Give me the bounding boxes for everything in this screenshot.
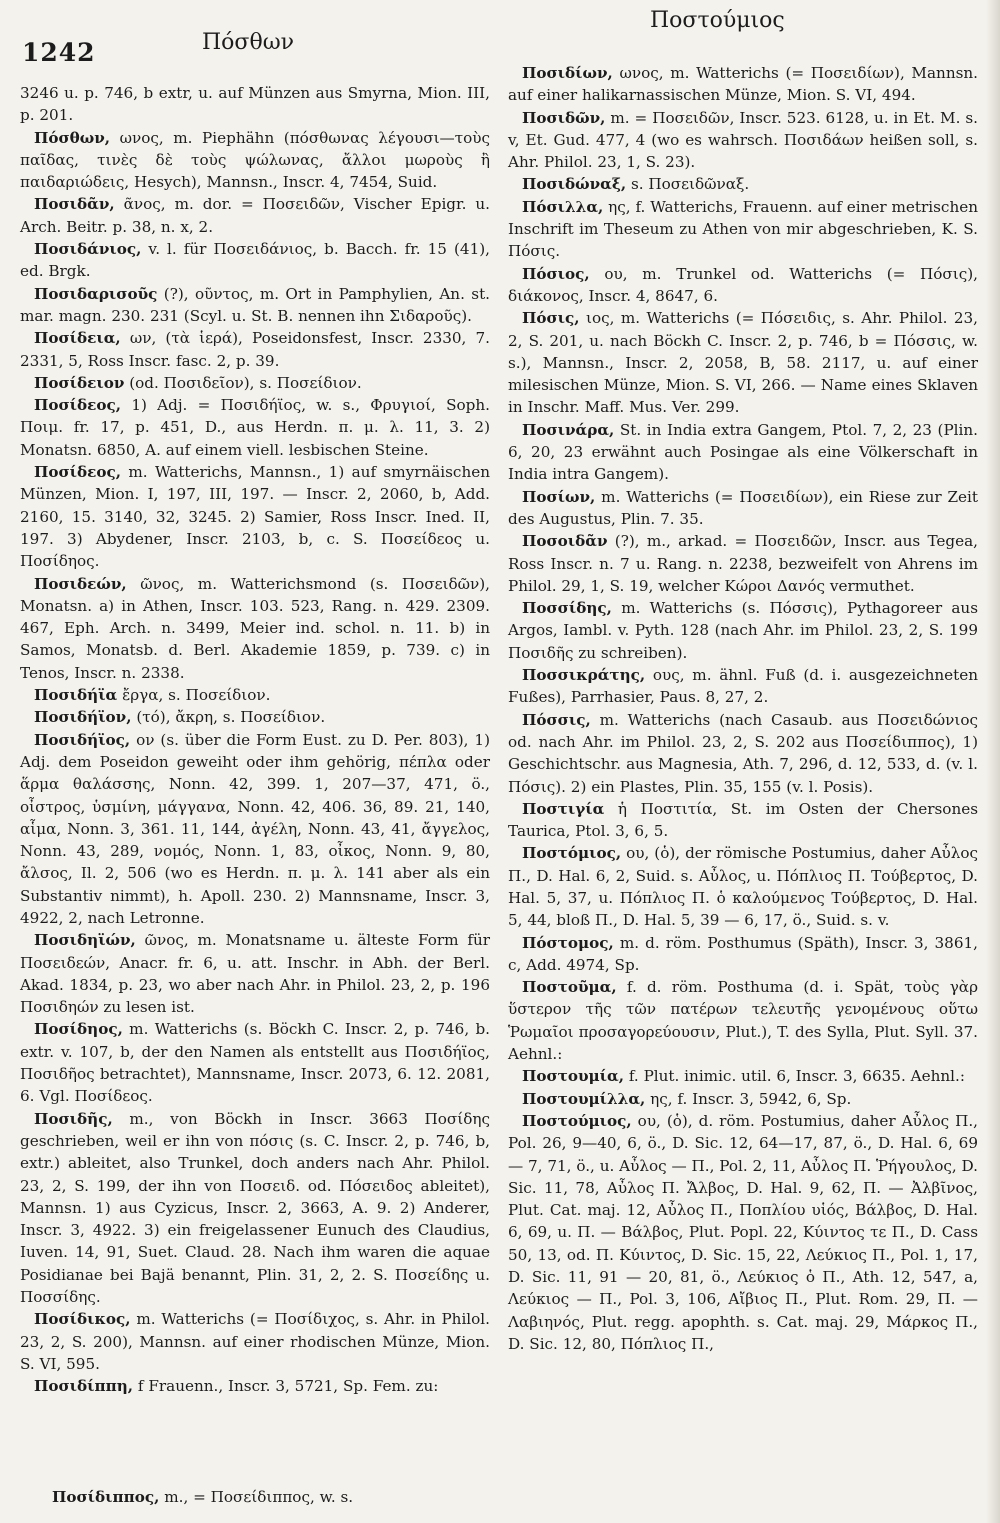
entry-lemma: Ποσίδεος, xyxy=(34,396,122,415)
dictionary-entry xyxy=(20,193,490,238)
dictionary-entry xyxy=(508,486,978,531)
entry-lemma: Ποσιδήϊα xyxy=(34,686,118,705)
entry-lemma: Ποσιδίων, xyxy=(522,64,613,82)
dictionary-entry xyxy=(508,932,978,977)
dictionary-entry xyxy=(508,1088,978,1110)
entry-text: (?), οῦντος, m. Ort in Pamphylien, An. st. mar. magn. 230. 231 (Scyl. u. St. B. nennen ihn Σιδαροῦς). xyxy=(20,284,491,325)
entry-text: m. Watterichs, Mannsn., 1) auf smyrnäischen Münzen, Mion. I, 197, III, 197. — Inscr. 2, 2060, b, Add. 2160, 15. 3140, 32, 3245. 2) Samier, Ross Inscr. Ined. II, 197. 3) Abydener, Inscr. 2103, b, c. S. Ποσείδεος u. Ποσίδηος. xyxy=(20,463,490,571)
dictionary-entry xyxy=(20,1108,490,1309)
entry-text: ἔργα, s. Ποσείδιον. xyxy=(122,686,271,705)
dictionary-entry xyxy=(20,283,490,328)
final-entry xyxy=(52,1488,353,1506)
entry-text: m., von Böckh in Inscr. 3663 Ποσίδης geschrieben, weil er ihn von πόσις (s. C. Inscr. 2, p. 746, b, extr.) ableitet, also Trunkel, doch anders nach Ahr. Philol. 23, 2, S. 199, der ihn von Ποσειδ. od. Πόσειδος ableitet), Mannsn. 1) aus Cyzicus, Inscr. 2, 3663, A. 9. 2) Anderer, Inscr. 3, 4922. 3) ein freigelassener Eunuch des Claudius, Iuven. 14, 91, Suet. Claud. 28. Nach ihm waren die aquae Posidianae bei Bajä benannt, Plin. 31, 2, 2. S. Ποσείδης u. Ποσσίδης. xyxy=(20,1109,490,1307)
entry-lemma: Πόσις, xyxy=(522,309,580,328)
entry-lemma: Ποσιδῶν, xyxy=(522,108,606,127)
entry-text: ου, (ὁ), der römische Postumius, daher Αὖλος Π., D. Hal. 6, 2, Suid. s. Αὖλος, u. Πόπλιος Π. Τούβερτος, D. Hal. 5, 37, u. Πόπλιος Π. ὁ καλούμενος Τούβερτος, D. Hal. 5, 44, bloß Π., D. Hal. 5, 39 — 6, 17, ö., Suid. s. v. xyxy=(508,844,979,930)
entry-lemma: Ποσσίδης, xyxy=(522,599,612,618)
entry-text: ου, (ὁ), d. röm. Postumius, daher Αὖλος Π., Pol. 26, 9—40, 6, ö., D. Sic. 12, 64—17, 87, ö., D. Hal. 6, 69 — 7, 71, ö., u. Αὖλος — Π., Pol. 2, 11, Αὖλος Π. Ῥήγουλος, D. Sic. 11, 78, Αὖλος Π. Ἄλβος, D. Hal. 9, 62, Π. — Ἀλβῖνος, Plut. Cat. maj. 12, Αὖλος Π., Ποπλίου υἱός, Βάλβος, D. Hal. 6, 69, u. Π. — Βάλβος, Plut. Popl. 22, Κύιντος τε Π., D. Cass 50, 13, od. Π. Κύιντος, D. Sic. 15, 22, Λεύκιος Π., Pol. 1, 17, D. Sic. 11, 91 — 20, 81, ö., Λεύκιος ὁ Π., Ath. 12, 547, a, Λεύκιος — Π., Pol. 3, 106, Αἴβιος Π., Plut. Rom. 29, Π. — Λαβιηνός, Plut. regg. apophth. s. Cat. maj. 29, Μάρκος Π., D. Sic. 12, 80, Πόπλιος Π., xyxy=(508,1111,978,1353)
entry-text: ῶνος, m. Watterichsmond (s. Ποσειδῶν), Monatsn. a) in Athen, Inscr. 103. 523, Rang. n. 429. 2309. 467, Eph. Arch. n. 3499, Meier ind. schol. n. 11. b) in Samos, Monatsb. d. Berl. Akademie 1859, p. 739. c) in Tenos, Inscr. n. 2338. xyxy=(20,574,490,682)
entry-lemma: Ποσιδῆς, xyxy=(34,1109,113,1128)
dictionary-entry xyxy=(20,684,490,706)
dictionary-entry xyxy=(508,196,978,263)
page-edge-shadow xyxy=(986,0,1000,1523)
dictionary-entry xyxy=(20,573,490,684)
entry-lemma: Πόσιλλα, xyxy=(522,197,604,216)
dictionary-entry xyxy=(20,372,490,394)
entry-lemma: Ποσιδᾶν, xyxy=(34,195,115,214)
entry-text: St. in India extra Gangem, Ptol. 7, 2, 23 (Plin. 6, 20, 23 erwähnt auch Posingae als eine Völkerschaft in India intra Gangem). xyxy=(508,420,978,484)
entry-lemma: Ποσινάρα, xyxy=(522,420,615,439)
entry-lemma: Ποσίδειον xyxy=(34,373,125,392)
dictionary-entry xyxy=(508,842,978,931)
left-column xyxy=(20,82,490,1398)
dictionary-entry xyxy=(20,238,490,283)
entry-lemma: Ποσίδεια, xyxy=(34,329,121,348)
entry-lemma: Ποσιδαρισοῦς xyxy=(34,284,158,303)
entry-text: ιος, m. Watterichs (= Πόσειδις, s. Ahr. Philol. 23, 2, S. 201, u. nach Böckh C. Inscr. 2, p. 746, b = Πόσσις, w. s.), Mannsn., Inscr. 2, 2058, B, 58. 2117, u. auf einer milesischen Münze, Mion. S. VI, 266. — Name eines Sklaven in Inschr. Maff. Mus. Ver. 299. xyxy=(508,309,978,417)
dictionary-entry xyxy=(20,127,490,194)
dictionary-entry xyxy=(20,1018,490,1107)
entry-lemma: Ποσιδίππη, xyxy=(34,1377,134,1396)
entry-text: ου, m. Trunkel od. Watterichs (= Πόσις), διάκονος, Inscr. 4, 8647, 6. xyxy=(508,264,979,305)
entry-lemma: Ποσιδήϊον, xyxy=(34,708,132,727)
dictionary-entry xyxy=(20,394,490,461)
entry-lemma: Πόσσις, xyxy=(522,710,591,729)
dictionary-entry xyxy=(508,664,978,709)
dictionary-entry xyxy=(20,706,490,728)
entry-text: ων, (τὰ ἱερά), Poseidonsfest, Inscr. 2330, 7. 2331, 5, Ross Inscr. fasc. 2, p. 39. xyxy=(20,329,490,370)
entry-text: 1) Adj. = Ποσιδήϊος, w. s., Φρυγιοί, Soph. Ποιμ. fr. 17, p. 451, D., aus Herdn. π. μ. λ. 11, 3. 2) Monatsn. 6850, A. auf einem viell. lesbischen Steine. xyxy=(20,396,490,459)
entry-lemma: Ποστουμίλλα, xyxy=(522,1089,646,1108)
entry-lemma: Πόσιος, xyxy=(522,264,590,283)
dictionary-entry xyxy=(20,82,490,127)
entry-text: ῶνος, m. Monatsname u. älteste Form für Ποσειδεών, Anacr. fr. 6, u. att. Inschr. in Abh. der Berl. Akad. 1834, p. 23, wo aber nach Ahr. in Philol. 23, 2, p. 196 Ποσιδηών zu lesen ist. xyxy=(20,931,490,1017)
entry-lemma: Ποσιδάνιος, xyxy=(34,240,142,259)
entry-text: v. l. für Ποσειδάνιος, b. Bacch. fr. 15 (41), ed. Brgk. xyxy=(20,240,490,281)
entry-text: ης, f. Watterichs, Frauenn. auf einer metrischen Inschrift im Theseum zu Athen von mir abgeschrieben, K. S. Πόσις. xyxy=(508,197,978,261)
entry-text: ον (s. über die Form Eust. zu D. Per. 803), 1) Adj. dem Poseidon geweiht oder ihm gehörig, πέπλα oder ἅρμα θαλάσσης, Nonn. 42, 399. 1, 207—37, 471, ö., οἶστρος, ὑσμίνη, μάγγανα, Nonn. 42, 406. 36, 89. 21, 140, αἷμα, Nonn. 3, 361. 11, 144, ἀγέλη, Nonn. 43, 41, ἄγγελος, Nonn. 43, 289, νομός, Nonn. 1, 83, οἶκος, Nonn. 9, 80, ἄλσος, Il. 2, 506 (wo es Herdn. π. μ. λ. 141 aber als ein Substantiv nimmt), h. Apoll. 230. 2) Mannsname, Inscr. 3, 4922, 2, nach Letronne. xyxy=(20,730,491,927)
entry-text: m., = Ποσείδιππος, w. s. xyxy=(164,1488,354,1506)
dictionary-entry xyxy=(508,307,978,418)
dictionary-entry xyxy=(20,929,490,1018)
dictionary-entry xyxy=(20,1308,490,1375)
entry-text: s. Ποσειδῶναξ. xyxy=(630,175,750,194)
dictionary-entry xyxy=(20,729,490,930)
dictionary-entry xyxy=(508,1110,978,1355)
entry-lemma: Ποσίων, xyxy=(522,487,596,506)
entry-lemma: Ποσίδηος, xyxy=(34,1020,123,1039)
dictionary-entry xyxy=(508,173,978,195)
entry-lemma: Ποσιδήϊος, xyxy=(34,730,131,749)
entry-text: (τό), ἄκρη, s. Ποσείδιον. xyxy=(136,708,326,727)
left-running-head: Πόσθων xyxy=(202,30,295,55)
entry-text: m. Watterichs (= Ποσίδιχος, s. Ahr. in Philol. 23, 2, S. 200), Mannsn. auf einer rhodischen Münze, Mion. S. VI, 595. xyxy=(20,1310,490,1373)
entry-lemma: Ποσιδεών, xyxy=(34,574,127,593)
dictionary-entry xyxy=(508,419,978,486)
entry-text: f Frauenn., Inscr. 3, 5721, Sp. Fem. zu: xyxy=(137,1377,439,1396)
entry-lemma: Ποστοῦμα, xyxy=(522,978,617,997)
entry-lemma: Ποσίδεος, xyxy=(34,463,122,482)
dictionary-entry xyxy=(20,461,490,572)
entry-lemma: Ποστιγία xyxy=(522,799,605,818)
entry-text: ᾶνος, m. dor. = Ποσειδῶν, Vischer Epigr. u. Arch. Beitr. p. 38, n. x, 2. xyxy=(20,195,491,236)
entry-lemma: Ποσίδιππος, xyxy=(52,1488,160,1506)
entry-lemma: Ποστόμιος, xyxy=(522,844,622,863)
entry-text: m. Watterichs (s. Πόσσις), Pythagoreer aus Argos, Iambl. v. Pyth. 128 (nach Ahr. im Philol. 23, 2, S. 199 Ποσιδῆς zu schreiben). xyxy=(508,599,979,662)
right-running-head: Ποστούμιος xyxy=(650,8,785,33)
entry-text: ης, f. Inscr. 3, 5942, 6, Sp. xyxy=(650,1089,852,1108)
entry-text: f. d. röm. Posthuma (d. i. Spät, τοὺς γὰρ ὕστερον τῆς τῶν πατέρων τελευτῆς γενομένους οὕτω Ῥωμαῖοι προσαγορεύουσιν, Plut.), T. des Sylla, Plut. Syll. 37. Aehnl.: xyxy=(508,978,978,1064)
entry-text: ἡ Ποστιτία, St. im Osten der Chersones Taurica, Ptol. 3, 6, 5. xyxy=(508,799,979,841)
dictionary-entry xyxy=(508,263,978,308)
right-column xyxy=(508,62,978,1355)
entry-lemma: Ποσιδώναξ, xyxy=(522,175,627,194)
entry-lemma: Ποσίδικος, xyxy=(34,1310,131,1329)
entry-lemma: Ποσιδηϊών, xyxy=(34,931,136,950)
dictionary-entry xyxy=(508,1065,978,1087)
entry-text: m. = Ποσειδῶν, Inscr. 523. 6128, u. in Et. M. s. v, Et. Gud. 477, 4 (wo es wahrsch. Ποσιδάων heißen soll, s. Ahr. Philol. 23, 1, S. 23). xyxy=(508,108,978,172)
entry-text: m. Watterichs (nach Casaub. aus Ποσειδώνιος od. nach Ahr. im Philol. 23, 2, S. 202 aus Ποσείδιππος), 1) Geschichtschr. aus Magnesia, Ath. 7, 296, d. 12, 533, d. (v. l. Πόσις). 2) ein Plastes, Plin. 35, 155 (v. l. Posis). xyxy=(508,710,978,796)
entry-text: (od. Ποσιδεῖον), s. Ποσείδιον. xyxy=(129,373,362,392)
entry-text: m. Watterichs (= Ποσειδίων), ein Riese zur Zeit des Augustus, Plin. 7. 35. xyxy=(508,487,978,528)
dictionary-entry xyxy=(508,530,978,597)
dictionary-entry xyxy=(508,709,978,798)
entry-lemma: Ποσσικράτης, xyxy=(522,666,646,685)
dictionary-entry xyxy=(20,327,490,372)
entry-text: m. d. röm. Posthumus (Späth), Inscr. 3, 3861, c, Add. 4974, Sp. xyxy=(508,933,978,974)
dictionary-entry xyxy=(508,107,978,174)
dictionary-entry xyxy=(508,798,978,843)
entry-lemma: Πόσθων, xyxy=(34,128,111,147)
entry-text: ους, m. ähnl. Fuß (d. i. ausgezeichneten Fußes), Parrhasier, Paus. 8, 27, 2. xyxy=(508,666,979,707)
entry-text: 3246 u. p. 746, b extr, u. auf Münzen aus Smyrna, Mion. III, p. 201. xyxy=(20,84,490,125)
dictionary-entry xyxy=(20,1375,490,1397)
entry-text: ωνος, m. Watterichs (= Ποσειδίων), Mannsn. auf einer halikarnassischen Münze, Mion. S. VI, 494. xyxy=(508,64,979,105)
entry-text: m. Watterichs (s. Böckh C. Inscr. 2, p. 746, b. extr. v. 107, b, der den Namen als entstellt aus Ποσιδήϊος, Ποσιδῆος betrachtet), Mannsname, Inscr. 2073, 6. 12. 2081, 6. Vgl. Ποσίδεος. xyxy=(20,1020,490,1106)
entry-text: f. Plut. inimic. util. 6, Inscr. 3, 6635. Aehnl.: xyxy=(628,1067,965,1086)
entry-lemma: Ποσοιδᾶν xyxy=(522,532,608,551)
dictionary-entry xyxy=(508,597,978,664)
entry-lemma: Ποστουμία, xyxy=(522,1067,624,1086)
dictionary-entry xyxy=(508,976,978,1065)
dictionary-entry xyxy=(508,62,978,107)
entry-lemma: Ποστούμιος, xyxy=(522,1111,632,1130)
entry-lemma: Πόστομος, xyxy=(522,933,614,952)
page-number: 1242 xyxy=(22,38,96,67)
entry-text: (?), m., arkad. = Ποσειδῶν, Inscr. aus Tegea, Ross Inscr. n. 7 u. Rang. n. 2238, bezweifelt von Ahrens im Philol. 29, 1, S. 19, welcher Κώροι Δανός vermuthet. xyxy=(508,532,978,595)
entry-text: ωνος, m. Piephähn (πόσθωνας λέγουσι—τοὺς παῖδας, τινὲς δὲ τοὺς ψώλωνας, ἄλλοι μωροὺς ἢ παιδαριώδεις, Hesych), Mannsn., Inscr. 4, 7454, Suid. xyxy=(20,128,490,192)
